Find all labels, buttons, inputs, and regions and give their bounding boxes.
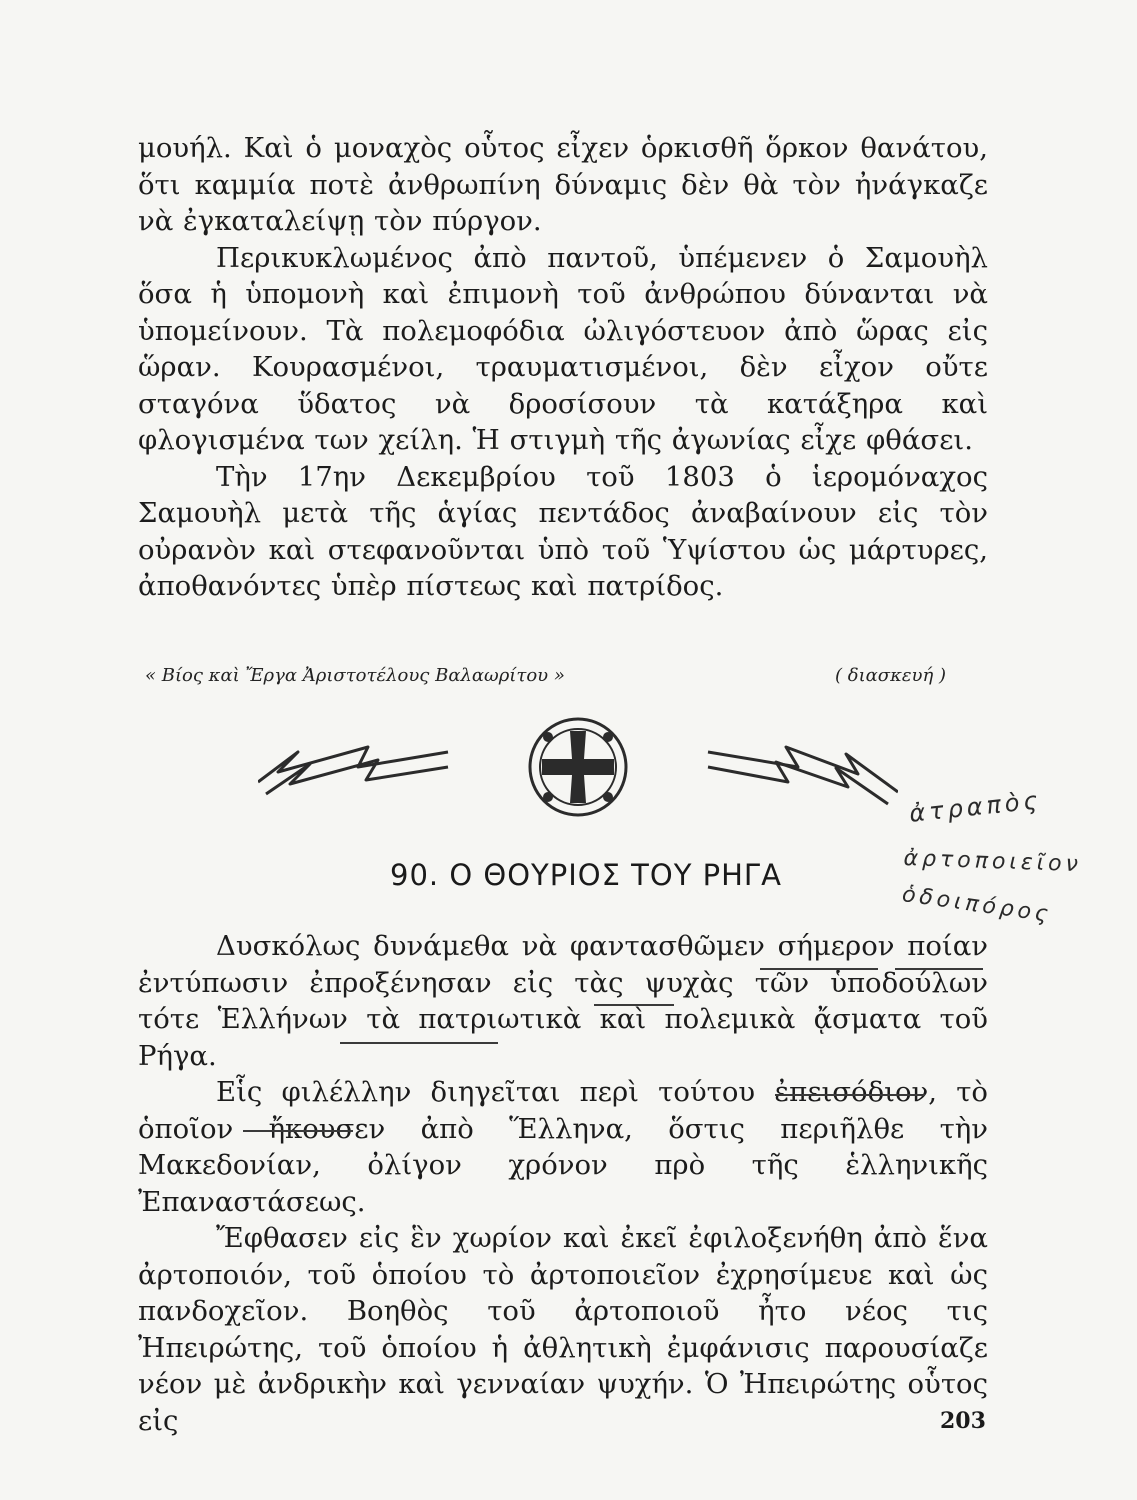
handwritten-note-1: ἀτραπὸς [908,786,1043,828]
pencil-underline [775,1094,925,1096]
top-text-block [138,130,988,605]
cross-ornament-icon [258,712,898,822]
paragraph-philhellene: Εἷς φιλέλλην διηγεῖται περὶ τούτου ἐπεισόδιον, τὸ ὁποῖον ἤκουσεν ἀπὸ Ἕλληνα, ὅστις περιῆλθε τὴν Μακεδονίαν, ὀλίγον χρόνον πρὸ τῆς ἑλληνικῆς Ἐπαναστάσεως. [138,1076,988,1218]
pencil-underline [243,1130,353,1132]
page-number: 203 [940,1408,986,1434]
bottom-text-block [138,928,988,1439]
paragraph-baker: Ἔφθασεν εἰς ἓν χωρίον καὶ ἐκεῖ ἐφιλοξενήθη ἀπὸ ἕνα ἀρτοποιόν, τοῦ ὁποίου τὸ ἀρτοποιεῖον ἐχρησίμευε καὶ ὡς πανδοχεῖον. Βοηθὸς τοῦ ἀρτοποιοῦ ἦτο νέος τις Ἠπειρώτης, τοῦ ὁποίου ἡ ἀθλητικὴ ἐμφάνισις παρουσίαζε νέον μὲ ἀνδρικὴν καὶ γενναίαν ψυχήν. Ὁ Ἠπειρώτης οὗτος εἰς [138,1222,988,1437]
citation-note: ( διασκευή ) [835,665,947,686]
pencil-underline [895,968,983,970]
handwritten-note-2: ἀρτοποιεῖον [903,846,1083,878]
paragraph-siege: Περικυκλωμένος ἀπὸ παντοῦ, ὑπέμενεν ὁ Σαμουὴλ ὅσα ἡ ὑπομονὴ καὶ ἐπιμονὴ τοῦ ἀνθρώπου δύνανται νὰ ὑπομείνουν. Τὰ πολεμοφόδια ὠλιγόστευον ἀπὸ ὥρας εἰς ὥραν. Κουρασμένοι, τραυματισμένοι, δὲν εἶχον οὔτε σταγόνα ὕδατος νὰ δροσίσουν τὰ κατάξηρα καὶ φλογισμένα των χείλη. Ἡ στιγμὴ τῆς ἀγωνίας εἶχε φθάσει. [138,241,988,456]
chapter-title: 90. Ο ΘΟΥΡΙΟΣ ΤΟΥ ΡΗΓΑ [390,858,782,892]
paragraph-impression: Δυσκόλως δυνάμεθα νὰ φαντασθῶμεν σήμερον ποίαν ἐντύπωσιν ἐπροξένησαν εἰς τὰς ψυχὰς τῶν ὑποδούλων τότε Ἑλλήνων τὰ πατριωτικὰ καὶ πολεμικὰ ᾄσματα τοῦ Ρήγα. [138,930,988,1072]
pencil-underline [594,1004,674,1006]
citation-source: « Βίος καὶ Ἔργα Ἀριστοτέλους Βαλαωρίτου » [145,665,565,686]
pencil-underline [340,1042,498,1044]
handwritten-note-3: ὁδοιπόρος [900,882,1054,928]
paragraph-martyrdom: Τὴν 17ην Δεκεμβρίου τοῦ 1803 ὁ ἱερομόναχος Σαμουὴλ μετὰ τῆς ἁγίας πεντάδος ἀναβαίνουν εἰς τὸν οὐρανὸν καὶ στεφανοῦνται ὑπὸ τοῦ Ὑψίστου ὡς μάρτυρες, ἀποθανόντες ὑπὲρ πίστεως καὶ πατρίδος. [138,460,988,602]
pencil-underline [760,968,878,970]
paragraph-continuation: μουήλ. Καὶ ὁ μοναχὸς οὗτος εἶχεν ὁρκισθῆ ὅρκον θανάτου, ὅτι καμμία ποτὲ ἀνθρωπίνη δύναμις δὲν θὰ τὸν ἠνάγκαζε νὰ ἐγκαταλείψῃ τὸν πύργον. [138,132,988,237]
